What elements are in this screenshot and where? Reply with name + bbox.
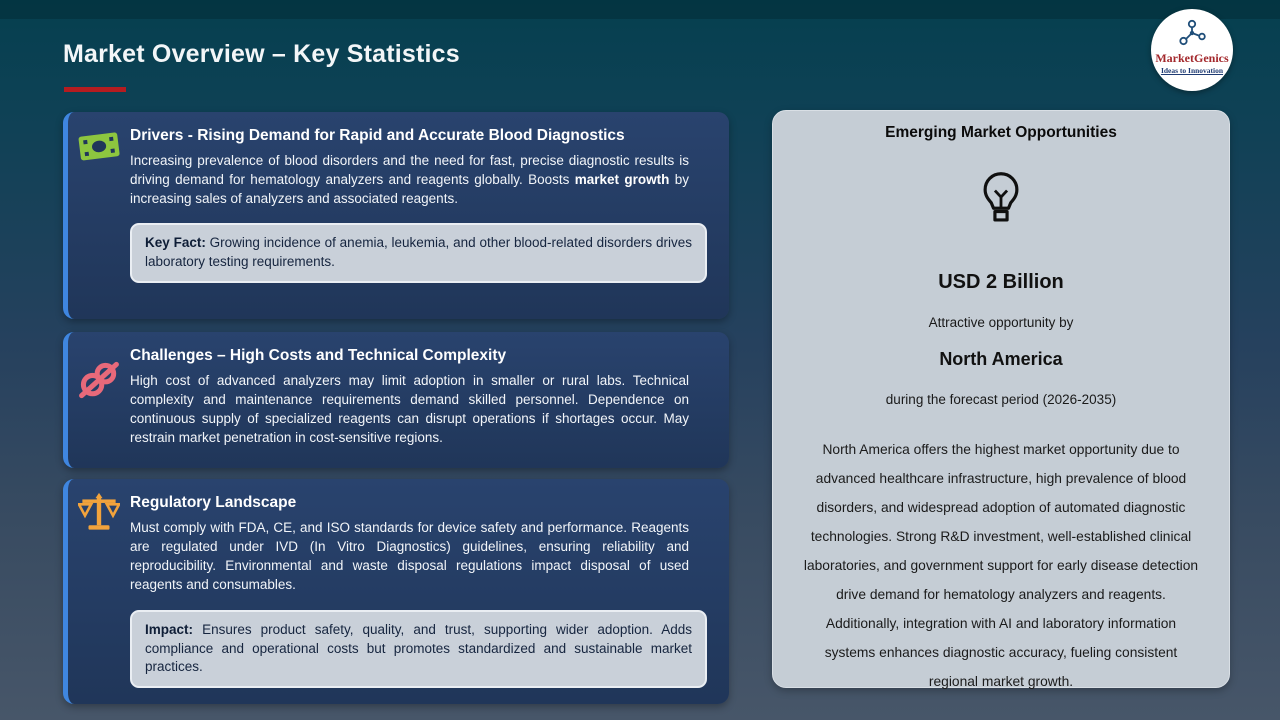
challenges-card-body: High cost of advanced analyzers may limit adoption in smaller or rural labs. Technical complexity and maintenance requirements demand skilled personnel. Dependence on continuous supply of specialized reagents can disrupt operations if shortages occur. May restrain market penetration in cost-sensitive regions.: [130, 373, 689, 446]
drivers-card-title: Drivers - Rising Demand for Rapid and Accurate Blood Diagnostics: [130, 127, 625, 144]
molecule-icon: [1177, 19, 1207, 52]
key-fact-callout: [130, 223, 707, 283]
money-icon: [68, 112, 130, 319]
regulatory-card: [63, 479, 729, 704]
impact-callout: [130, 610, 707, 689]
regulatory-card-content: [130, 479, 729, 704]
opportunity-subtitle: Attractive opportunity by: [928, 315, 1074, 330]
regulatory-card-title: Regulatory Landscape: [130, 494, 297, 511]
regulatory-card-body: Must comply with FDA, CE, and ISO standards for device safety and performance. Reagents are regulated under IVD (In Vitro Diagnostics) guidelines, ensuring reliability and reproducibility. Environmental and waste disposal regulations impact disposal of used reagents and consumables.: [130, 520, 689, 593]
impact-text: Ensures product safety, quality, and trust, supporting wider adoption. Adds compliance and operational costs but promotes standardized and sustainable market practices.: [145, 621, 692, 675]
opportunity-period: during the forecast period (2026-2035): [885, 392, 1117, 407]
drivers-body-bold-text: market growth: [574, 172, 670, 188]
opportunity-value: USD 2 Billion: [938, 271, 1064, 293]
drivers-body-text-end: by increasing sales of analyzers and associated reagents.: [130, 172, 689, 207]
scales-icon: [68, 479, 130, 704]
drivers-card: [63, 112, 729, 319]
top-banner-strip: [0, 0, 1280, 19]
challenges-card: [63, 332, 729, 468]
key-fact-label: Key Fact:: [145, 235, 206, 251]
lightbulb-icon: [799, 170, 1203, 231]
key-fact-text: Growing incidence of anemia, leukemia, and other blood-related disorders drives laboratory testing requirements.: [145, 235, 692, 270]
emerging-opportunities-panel: [772, 110, 1230, 688]
logo-tagline: Ideas to Innovation: [1160, 66, 1224, 76]
title-underline: [64, 87, 126, 92]
drivers-body-text: Increasing prevalence of blood disorders and the need for fast, precise diagnostic results is driving demand for hematology analyzers and reagents globally. Boosts: [130, 153, 689, 188]
panel-title: Emerging Market Opportunities: [885, 124, 1117, 141]
opportunity-description: North America offers the highest market opportunity due to advanced healthcare infrastructure, high prevalence of blood disorders, and widespread adoption of automated diagnostic technologies. Strong R&D investment, well-established clinical laboratories, and government support for early disease detection drive demand for hematology analyzers and reagents. Additionally, integration with AI and laboratory information systems enhances diagnostic accuracy, fueling consistent regional market growth.: [803, 442, 1199, 689]
impact-label: Impact:: [145, 621, 194, 637]
logo-name: MarketGenics: [1155, 51, 1229, 65]
drivers-card-content: [130, 112, 729, 319]
drivers-card-body: [130, 151, 707, 208]
broken-link-icon: [68, 332, 130, 468]
page-title: Market Overview – Key Statistics: [63, 40, 460, 68]
opportunity-region: North America: [939, 349, 1063, 369]
left-cards-column: [63, 112, 729, 704]
marketgenics-logo: [1151, 9, 1233, 91]
challenges-card-content: [130, 332, 729, 468]
challenges-card-title: Challenges – High Costs and Technical Complexity: [130, 347, 507, 364]
